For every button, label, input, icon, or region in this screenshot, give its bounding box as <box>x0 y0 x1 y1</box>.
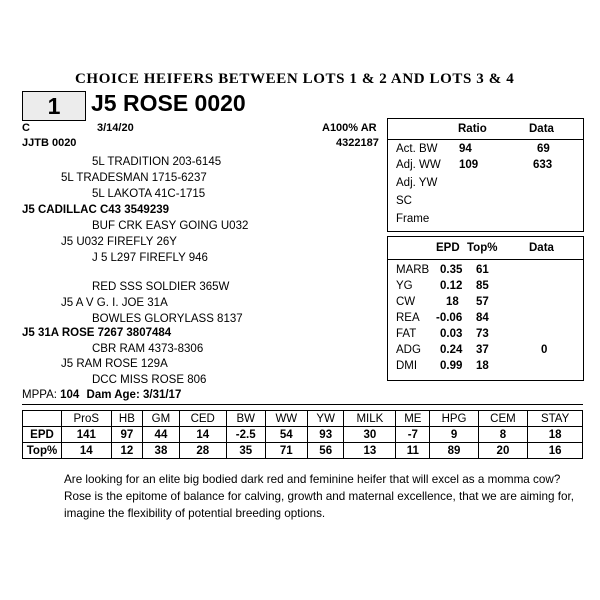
top-percent-cell: 89 <box>430 443 478 459</box>
pedigree-sire-sire: 5L TRADESMAN 1715-6237 <box>61 172 207 184</box>
tattoo: JJTB 0020 <box>22 137 77 149</box>
top-percent-cell: 38 <box>143 443 179 459</box>
data-column-header: Data <box>529 123 554 135</box>
pedigree-sire-sire-dam: 5L LAKOTA 41C-1715 <box>92 188 206 200</box>
carcass-epd: 0.12 <box>440 280 463 292</box>
pedigree-dam: J5 31A ROSE 7267 3807484 <box>22 327 172 339</box>
performance-ratio: 94 <box>459 143 472 155</box>
pedigree-sire-dam-sire: BUF CRK EASY GOING U032 <box>92 220 249 232</box>
pedigree-dam-sire-dam: BOWLES GLORYLASS 8137 <box>92 313 243 325</box>
epd-header-row <box>23 411 583 427</box>
carcass-trait: DMI <box>396 360 418 372</box>
epd-value-cell: 54 <box>265 427 307 443</box>
performance-label: Act. BW <box>396 143 438 155</box>
top-percent-row-label: Top% <box>23 443 62 459</box>
epd-header-cell: STAY <box>528 411 583 427</box>
birthdate: 3/14/20 <box>97 122 134 134</box>
page-header-title: CHOICE HEIFERS BETWEEN LOTS 1 & 2 AND LOTS 3 & 4 <box>75 71 515 87</box>
carcass-epd: 0.99 <box>440 360 463 372</box>
breed-percentage: A100% AR <box>322 122 377 134</box>
performance-label: Adj. WW <box>396 159 441 171</box>
epd-value-cell: 9 <box>430 427 478 443</box>
carcass-top-percent: 73 <box>476 328 489 340</box>
pedigree-sire-dam: J5 U032 FIREFLY 26Y <box>61 236 177 248</box>
grid-top-rule <box>22 404 583 405</box>
epd-header-cell: GM <box>143 411 179 427</box>
ratio-column-header: Ratio <box>458 123 487 135</box>
epd-header-cell: CEM <box>478 411 528 427</box>
performance-label: SC <box>396 195 412 207</box>
dam-age-value: 3/31/17 <box>142 389 182 401</box>
carcass-epd: -0.06 <box>436 312 463 324</box>
epd-value-row <box>23 427 583 443</box>
animal-name: J5 ROSE 0020 <box>91 90 246 116</box>
top-percent-cell: 11 <box>396 443 430 459</box>
epd-value-cell: 18 <box>528 427 583 443</box>
pedigree-sire-sire-sire: 5L TRADITION 203-6145 <box>92 156 222 168</box>
carcass-top-percent: 84 <box>476 312 489 324</box>
epd-header-cell: YW <box>307 411 343 427</box>
epd-value-cell: 93 <box>307 427 343 443</box>
carcass-epd: 0.35 <box>440 264 463 276</box>
pedigree-dam-dam-sire: CBR RAM 4373-8306 <box>92 343 204 355</box>
sex-code: C <box>22 122 30 134</box>
grid-corner-cell <box>23 411 62 427</box>
dam-age-label: Dam Age: <box>86 389 140 401</box>
epd-value-cell: 30 <box>344 427 396 443</box>
carcass-trait: REA <box>396 312 420 324</box>
top-percent-cell: 35 <box>226 443 265 459</box>
epd-header-cell: HPG <box>430 411 478 427</box>
performance-label: Adj. YW <box>396 177 438 189</box>
lot-number-box: 1 <box>22 91 86 121</box>
performance-data: 633 <box>533 159 553 171</box>
top-percent-cell: 14 <box>62 443 112 459</box>
epd-row-label: EPD <box>23 427 62 443</box>
pedigree-dam-sire-sire: RED SSS SOLDIER 365W <box>92 281 230 293</box>
epd-header-cell: MILK <box>344 411 396 427</box>
pedigree-dam-sire: J5 A V G. I. JOE 31A <box>61 297 168 309</box>
epd-header-cell: ProS <box>62 411 112 427</box>
performance-label: Frame <box>396 213 430 225</box>
performance-divider <box>388 139 583 140</box>
epd-value-cell: 141 <box>62 427 112 443</box>
epd-header-cell: ME <box>396 411 430 427</box>
carcass-top-percent: 37 <box>476 344 489 356</box>
carcass-epd: 0.03 <box>440 328 463 340</box>
top-percent-cell: 20 <box>478 443 528 459</box>
epd-value-cell: -2.5 <box>226 427 265 443</box>
pedigree-dam-dam: J5 RAM ROSE 129A <box>61 358 168 370</box>
epd-header-cell: CED <box>179 411 226 427</box>
carcass-epd-panel <box>387 236 584 381</box>
mppa-value: 104 <box>60 389 80 401</box>
epd-value-cell: 14 <box>179 427 226 443</box>
top-percent-cell: 56 <box>307 443 343 459</box>
carcass-trait: YG <box>396 280 413 292</box>
carcass-divider <box>388 259 583 260</box>
lot-description: Are looking for an elite big bodied dark red and feminine heifer that will excel as a momma cow? Rose is the epitome of balance for calving, growth and maternal excellence, that we are aiming for, imagine the flexibility of potential breeding options. <box>64 473 574 520</box>
top-percent-cell: 28 <box>179 443 226 459</box>
carcass-top-percent: 57 <box>476 296 489 308</box>
carcass-trait: MARB <box>396 264 430 276</box>
carcass-top-percent: 18 <box>476 360 489 372</box>
performance-panel <box>387 118 584 232</box>
mppa-line <box>22 389 181 401</box>
top-percent-column-header: Top% <box>467 242 498 254</box>
epd-header-cell: HB <box>111 411 143 427</box>
pedigree-sire: J5 CADILLAC C43 3549239 <box>22 204 170 216</box>
carcass-trait: ADG <box>396 344 421 356</box>
top-percent-cell: 13 <box>344 443 396 459</box>
epd-header-cell: BW <box>226 411 265 427</box>
pedigree-dam-dam-dam: DCC MISS ROSE 806 <box>92 374 207 386</box>
carcass-top-percent: 61 <box>476 264 489 276</box>
top-percent-cell: 12 <box>111 443 143 459</box>
data-column-header: Data <box>529 242 554 254</box>
top-percent-cell: 16 <box>528 443 583 459</box>
performance-data: 69 <box>537 143 550 155</box>
epd-column-header: EPD <box>436 242 460 254</box>
epd-value-cell: 97 <box>111 427 143 443</box>
carcass-top-percent: 85 <box>476 280 489 292</box>
carcass-trait: CW <box>396 296 416 308</box>
registration-number: 4322187 <box>336 137 379 149</box>
epd-value-cell: 44 <box>143 427 179 443</box>
carcass-epd: 0.24 <box>440 344 463 356</box>
epd-grid-table <box>22 410 583 459</box>
carcass-trait: FAT <box>396 328 417 340</box>
epd-value-cell: -7 <box>396 427 430 443</box>
carcass-epd: 18 <box>446 296 459 308</box>
top-percent-row <box>23 443 583 459</box>
epd-header-cell: WW <box>265 411 307 427</box>
carcass-data: 0 <box>541 344 548 356</box>
performance-ratio: 109 <box>459 159 479 171</box>
top-percent-cell: 71 <box>265 443 307 459</box>
mppa-label: MPPA: <box>22 389 57 401</box>
epd-value-cell: 8 <box>478 427 528 443</box>
pedigree-sire-dam-dam: J 5 L297 FIREFLY 946 <box>92 252 208 264</box>
